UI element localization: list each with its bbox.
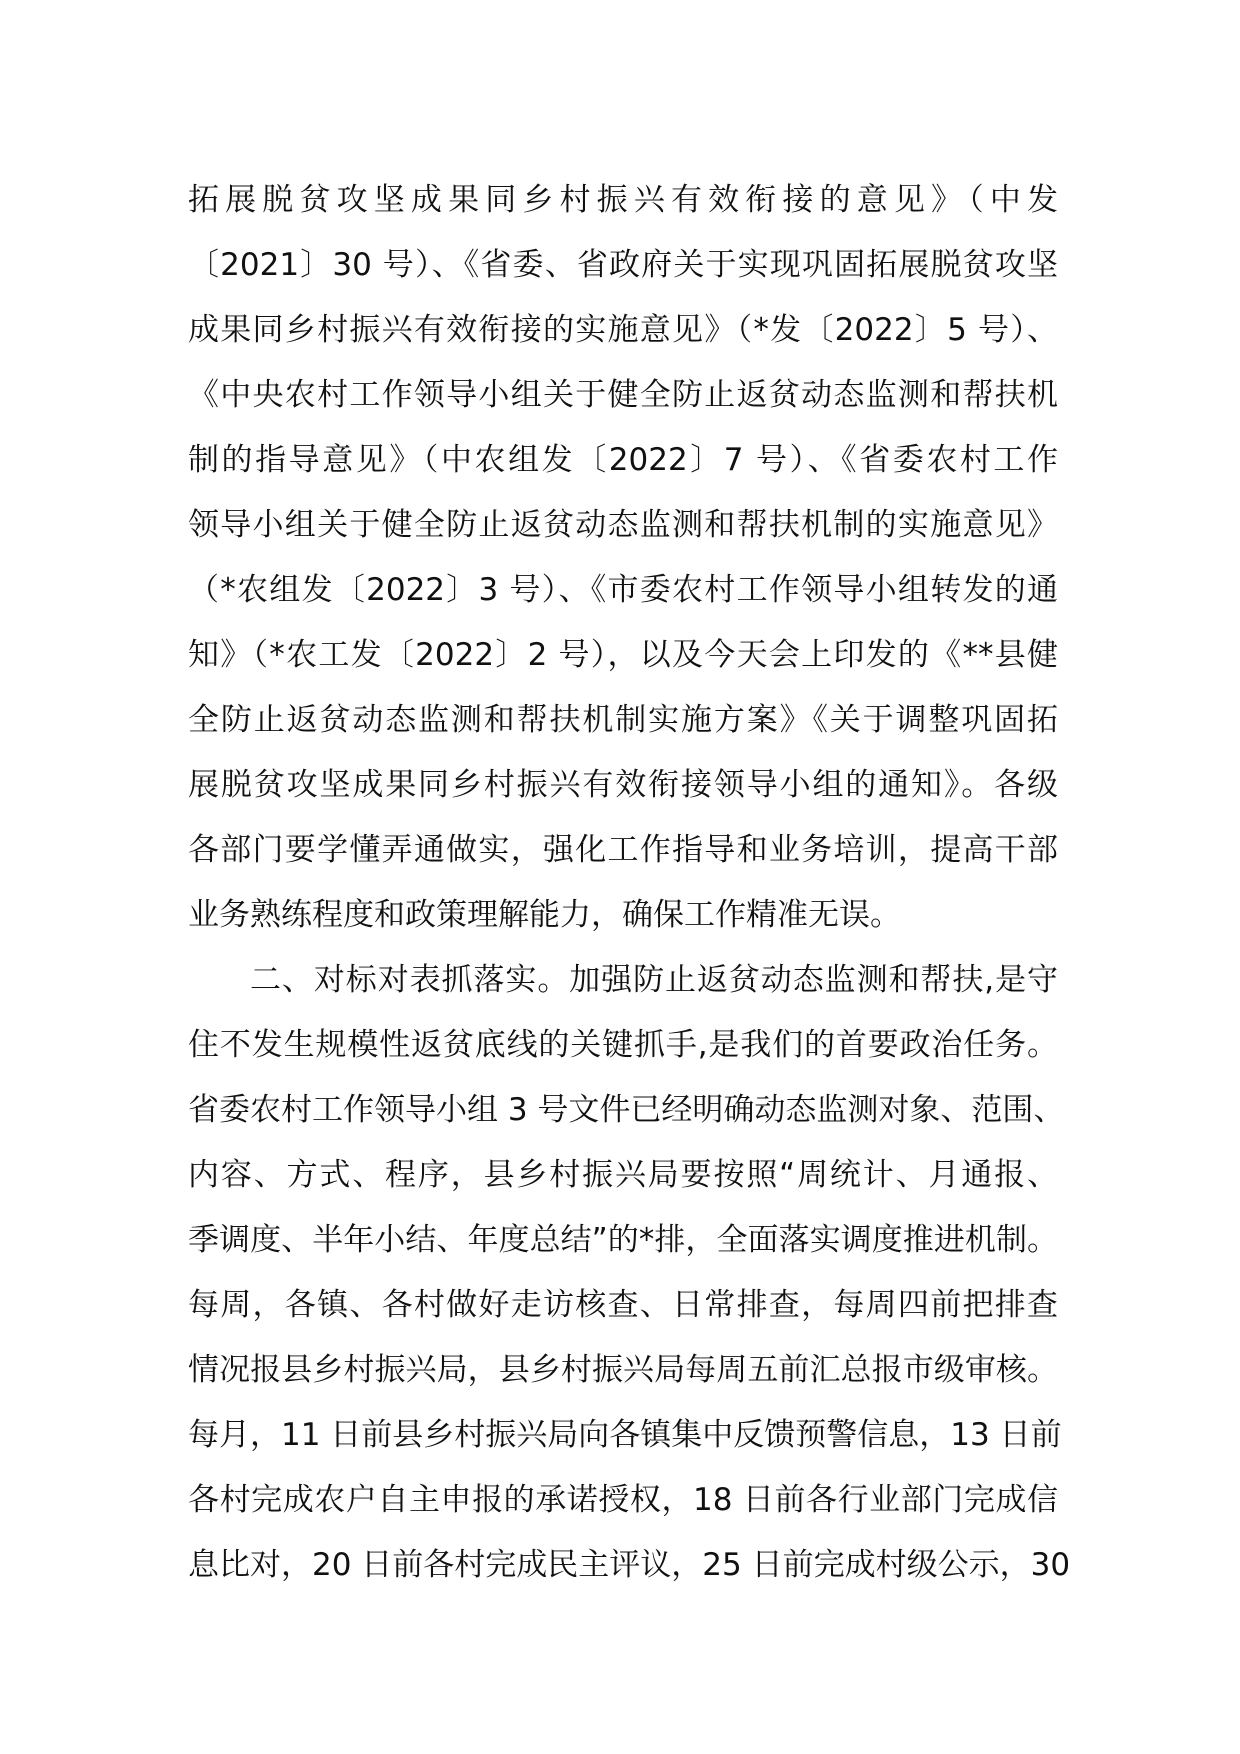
text-line: 各村完成农户自主申报的承诺授权，18 日前各行业部门完成信 <box>188 1482 1058 1518</box>
text-line: 季调度、半年小结、年度总结”的*排，全面落实调度推进机制。 <box>188 1222 1058 1258</box>
text-line: 成果同乡村振兴有效衔接的实施意见》（*发〔2022〕5 号）、 <box>188 312 1058 348</box>
section-heading-line: 二、对标对表抓落实。加强防止返贫动态监测和帮扶,是守 <box>250 962 1058 998</box>
text-line: 每周，各镇、各村做好走访核查、日常排查，每周四前把排查 <box>188 1287 1058 1323</box>
text-line: 展脱贫攻坚成果同乡村振兴有效衔接领导小组的通知》。各级 <box>188 767 1058 803</box>
text-line: 拓展脱贫攻坚成果同乡村振兴有效衔接的意见》（中发 <box>188 182 1058 218</box>
text-line: 息比对，20 日前各村完成民主评议，25 日前完成村级公示，30 <box>188 1547 1071 1583</box>
text-line: 情况报县乡村振兴局，县乡村振兴局每周五前汇总报市级审核。 <box>188 1352 1058 1388</box>
text-line: 各部门要学懂弄通做实，强化工作指导和业务培训，提高干部 <box>188 832 1058 868</box>
body-text <box>188 168 1071 1598</box>
text-line: 省委农村工作领导小组 3 号文件已经明确动态监测对象、范围、 <box>188 1092 1065 1128</box>
text-line: 每月，11 日前县乡村振兴局向各镇集中反馈预警信息，13 日前 <box>188 1417 1062 1453</box>
text-line: 〔2021〕30 号）、《省委、省政府关于实现巩固拓展脱贫攻坚 <box>188 247 1058 283</box>
text-line: 住不发生规模性返贫底线的关键抓手,是我们的首要政治任务。 <box>188 1027 1058 1063</box>
text-line: 制的指导意见》（中农组发〔2022〕7 号）、《省委农村工作 <box>188 442 1058 478</box>
text-line: （*农组发〔2022〕3 号）、《市委农村工作领导小组转发的通 <box>188 572 1058 608</box>
text-line: 全防止返贫动态监测和帮扶机制实施方案》《关于调整巩固拓 <box>188 702 1058 738</box>
text-line: 内容、方式、程序，县乡村振兴局要按照“周统计、月通报、 <box>188 1157 1058 1193</box>
text-line: 知》（*农工发〔2022〕2 号），以及今天会上印发的《**县健 <box>188 637 1058 673</box>
text-line: 《中央农村工作领导小组关于健全防止返贫动态监测和帮扶机 <box>188 377 1058 413</box>
text-line: 领导小组关于健全防止返贫动态监测和帮扶机制的实施意见》 <box>188 507 1058 543</box>
text-line: 业务熟练程度和政策理解能力，确保工作精准无误。 <box>188 897 901 933</box>
